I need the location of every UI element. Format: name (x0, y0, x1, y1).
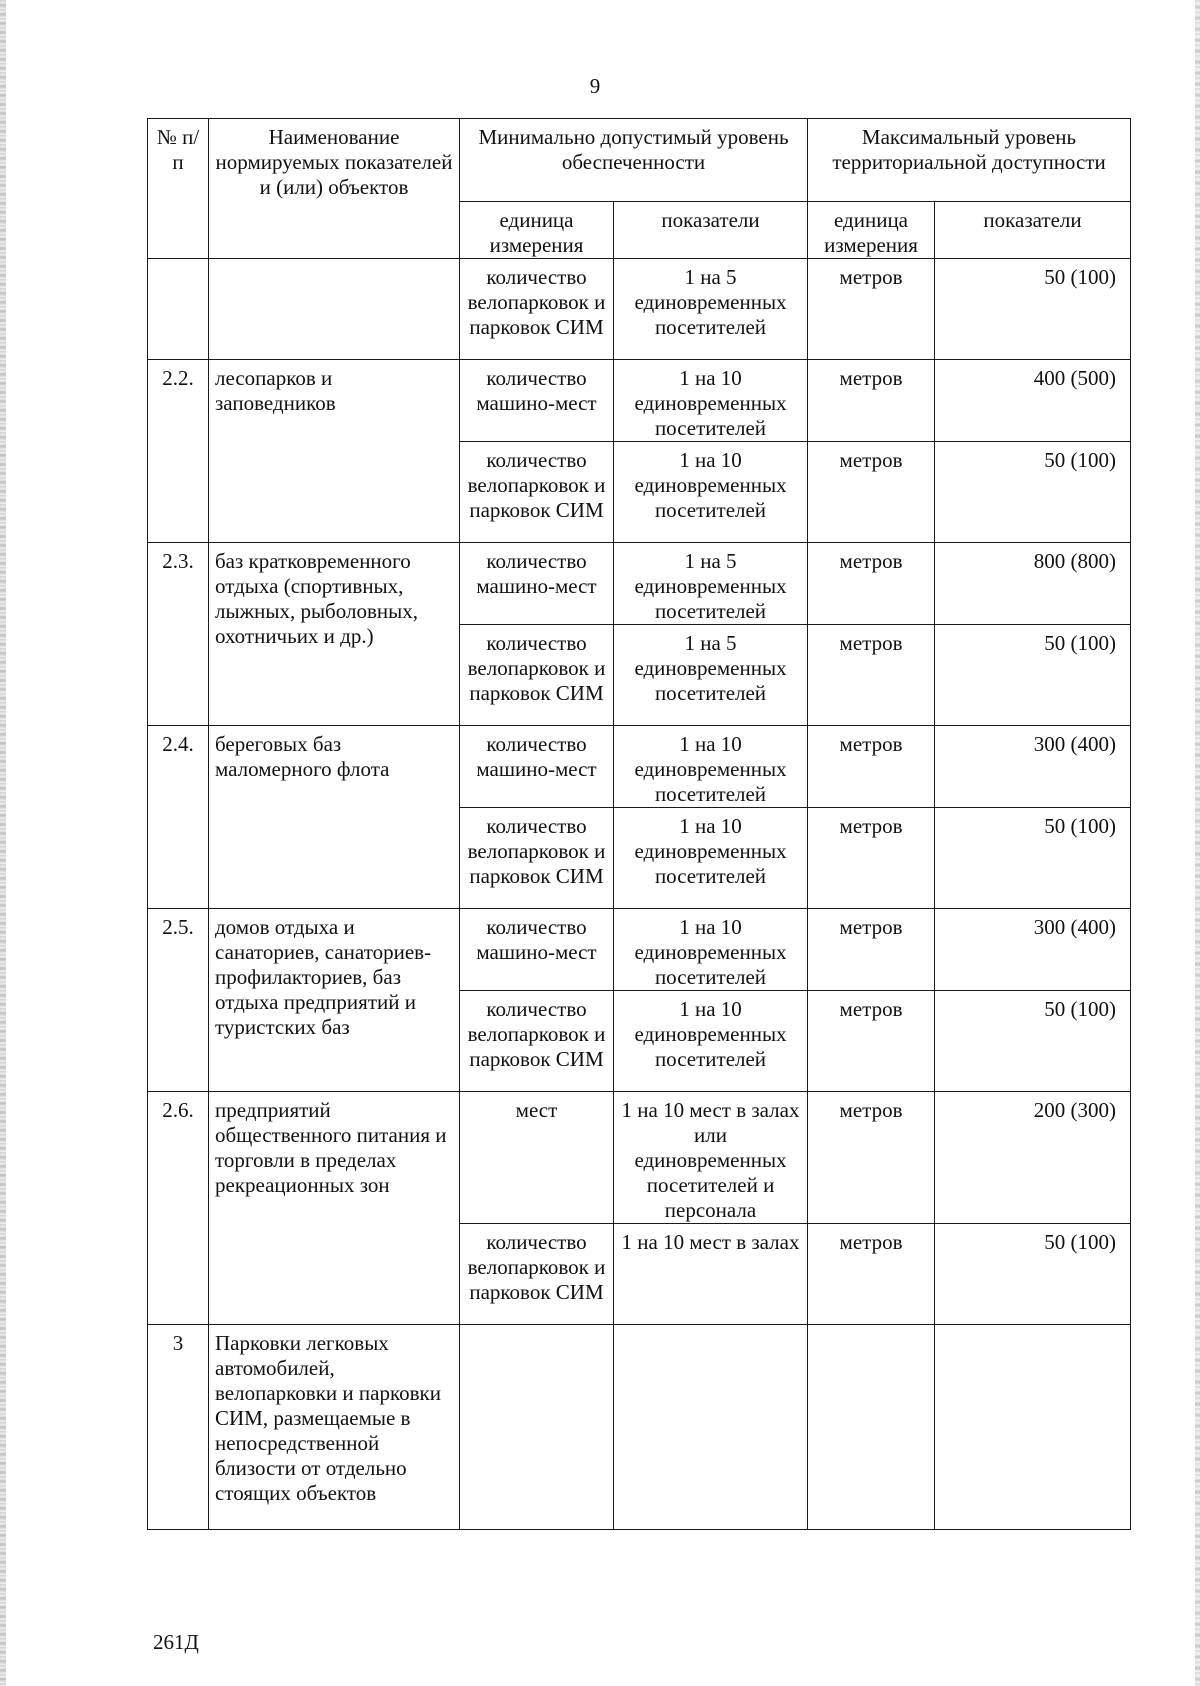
row-indicator: 1 на 5 единовременных посетителей (614, 625, 808, 726)
row-indicator-access: 50 (100) (935, 991, 1131, 1092)
row-unit-access: метров (808, 808, 935, 909)
row-indicator: 1 на 10 единовременных посетителей (614, 726, 808, 808)
row-indicator: 1 на 10 мест в залах или единовременных посетителей и персонала (614, 1092, 808, 1224)
header-row-1 (148, 119, 1131, 202)
table-row (148, 1325, 1131, 1530)
row-unit: количество машино-мест (460, 909, 614, 991)
row-indicator-access: 50 (100) (935, 259, 1131, 360)
table-row (148, 259, 1131, 360)
table-row (148, 909, 1131, 991)
row-name: предприятий общественного питания и торговли в пределах рекреационных зон (209, 1092, 460, 1325)
table-row (148, 726, 1131, 808)
row-num: 2.3. (148, 543, 209, 726)
row-indicator-access: 50 (100) (935, 1224, 1131, 1325)
row-unit-access: метров (808, 543, 935, 625)
row-indicator: 1 на 10 мест в залах (614, 1224, 808, 1325)
row-unit: количество велопарковок и парковок СИМ (460, 259, 614, 360)
row-indicator: 1 на 10 единовременных посетителей (614, 360, 808, 442)
row-indicator-access: 400 (500) (935, 360, 1131, 442)
row-unit: количество велопарковок и парковок СИМ (460, 442, 614, 543)
row-unit: количество велопарковок и парковок СИМ (460, 991, 614, 1092)
row-unit-access: метров (808, 442, 935, 543)
row-unit-access: метров (808, 909, 935, 991)
header-max-level: Максимальный уровень территориальной доступности (808, 119, 1131, 202)
row-num: 3 (148, 1325, 209, 1530)
row-indicator: 1 на 5 единовременных посетителей (614, 543, 808, 625)
row-indicator-access: 300 (400) (935, 909, 1131, 991)
row-num: 2.2. (148, 360, 209, 543)
row-unit-access: метров (808, 726, 935, 808)
row-indicator (614, 1325, 808, 1530)
row-indicator: 1 на 10 единовременных посетителей (614, 442, 808, 543)
table-row (148, 360, 1131, 442)
row-unit: количество велопарковок и парковок СИМ (460, 808, 614, 909)
row-indicator: 1 на 10 единовременных посетителей (614, 991, 808, 1092)
row-unit: мест (460, 1092, 614, 1224)
row-indicator-access: 50 (100) (935, 808, 1131, 909)
row-indicator-access (935, 1325, 1131, 1530)
row-unit: количество велопарковок и парковок СИМ (460, 1224, 614, 1325)
row-unit-access: метров (808, 991, 935, 1092)
row-unit-access: метров (808, 360, 935, 442)
row-name: береговых баз маломерного флота (209, 726, 460, 909)
document-code: 261Д (153, 1630, 199, 1654)
header-min-level: Минимально допустимый уровень обеспеченности (460, 119, 808, 202)
row-unit-access: метров (808, 259, 935, 360)
row-indicator: 1 на 10 единовременных посетителей (614, 808, 808, 909)
row-unit-access: метров (808, 1224, 935, 1325)
row-unit: количество велопарковок и парковок СИМ (460, 625, 614, 726)
row-unit: количество машино-мест (460, 543, 614, 625)
header-unit-min: единица измерения (460, 202, 614, 259)
row-name (209, 259, 460, 360)
header-unit-max: единица измерения (808, 202, 935, 259)
row-indicator: 1 на 5 единовременных посетителей (614, 259, 808, 360)
row-unit: количество машино-мест (460, 726, 614, 808)
row-indicator-access: 50 (100) (935, 442, 1131, 543)
row-indicator-access: 50 (100) (935, 625, 1131, 726)
row-unit (460, 1325, 614, 1530)
header-indicators-max: показатели (935, 202, 1131, 259)
row-num: 2.4. (148, 726, 209, 909)
row-num: 2.6. (148, 1092, 209, 1325)
row-indicator-access: 300 (400) (935, 726, 1131, 808)
row-num: 2.5. (148, 909, 209, 1092)
header-num: № п/п (148, 119, 209, 259)
scan-edge-left (0, 0, 6, 1686)
row-indicator: 1 на 10 единовременных посетителей (614, 909, 808, 991)
row-indicator-access: 800 (800) (935, 543, 1131, 625)
row-name: Парковки легковых автомобилей, велопарковки и парковки СИМ, размещаемые в непосредственной близости от отдельно стоящих объектов (209, 1325, 460, 1530)
row-unit-access (808, 1325, 935, 1530)
row-num (148, 259, 209, 360)
header-name: Наименование нормируемых показателей и (или) объектов (209, 119, 460, 259)
row-unit-access: метров (808, 1092, 935, 1224)
row-name: домов отдыха и санаториев, санаториев-профилакториев, баз отдыха предприятий и туристских баз (209, 909, 460, 1092)
scan-edge-right (1195, 0, 1200, 1686)
row-name: лесопарков и заповедников (209, 360, 460, 543)
row-unit-access: метров (808, 625, 935, 726)
page-number: 9 (589, 74, 601, 98)
table-row (148, 543, 1131, 625)
table-row (148, 1092, 1131, 1224)
row-unit: количество машино-мест (460, 360, 614, 442)
norms-table (147, 118, 1131, 1530)
header-indicators-min: показатели (614, 202, 808, 259)
row-indicator-access: 200 (300) (935, 1092, 1131, 1224)
row-name: баз кратковременного отдыха (спортивных, лыжных, рыболовных, охотничьих и др.) (209, 543, 460, 726)
